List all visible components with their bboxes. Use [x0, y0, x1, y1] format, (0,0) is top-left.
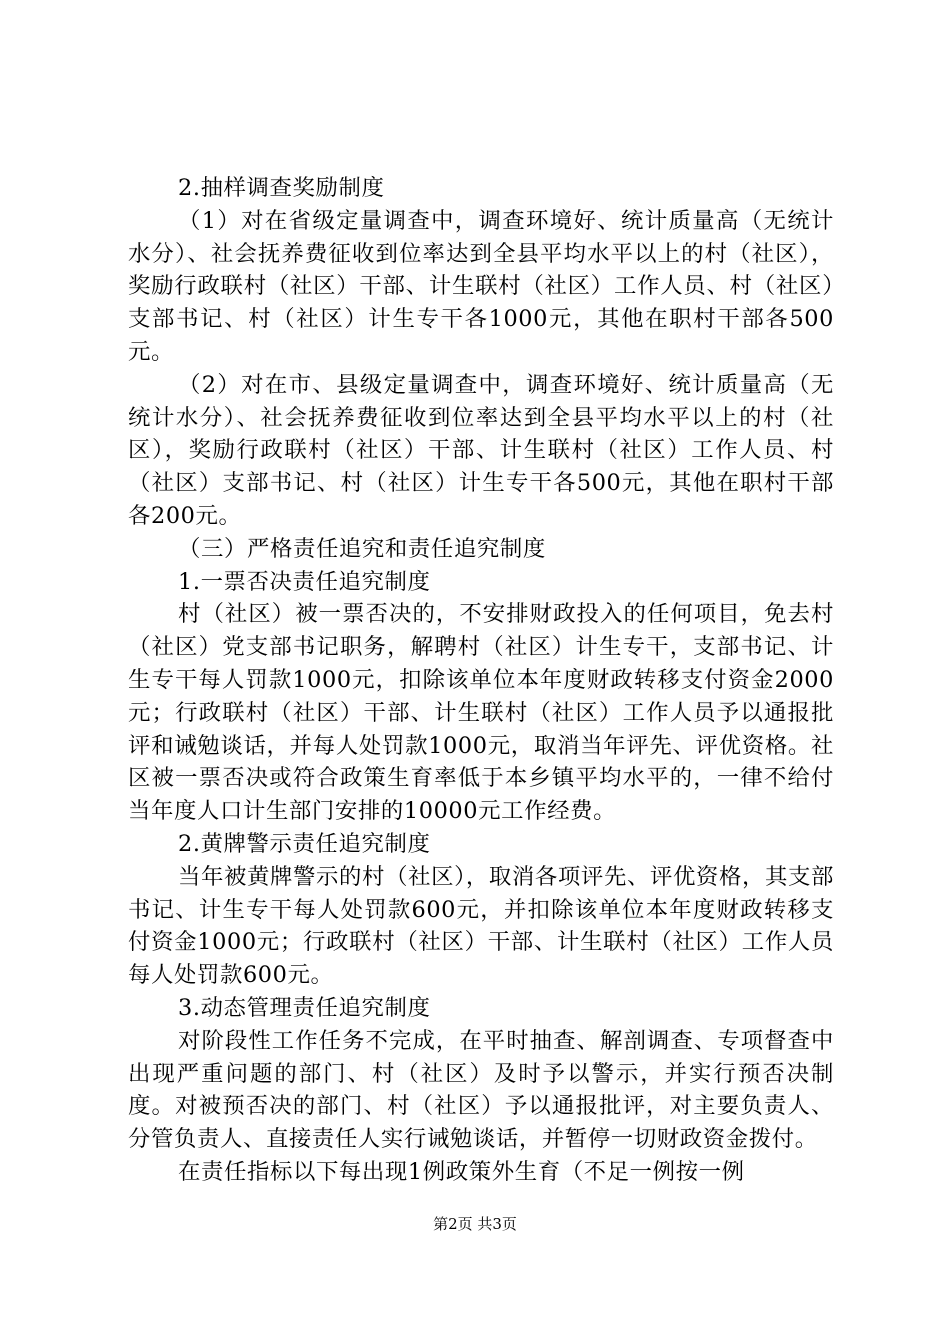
paragraph-yellow-card: 当年被黄牌警示的村（社区），取消各项评先、评优资格，其支部书记、计生专干每人处罚款600元，并扣除该单位本年度财政转移支付资金1000元；行政联村（社区）干部、计生联村（社区）工作人员每人处罚款600元。 [128, 863, 834, 989]
page-footer: 第2页 共3页 [433, 1215, 517, 1233]
heading-yellow-card: 2.黄牌警示责任追究制度 [178, 830, 431, 857]
document-body [128, 172, 834, 1189]
heading-accountability: （三）严格责任追究和责任追究制度 [178, 535, 546, 562]
paragraph-one-vote-veto: 村（社区）被一票否决的，不安排财政投入的任何项目，免去村（社区）党支部书记职务，解聘村（社区）计生专干，支部书记、计生专干每人罚款1000元，扣除该单位本年度财政转移支付资金2000元；行政联村（社区）干部、计生联村（社区）工作人员予以通报批评和诫勉谈话，并每人处罚款1000元，取消当年评先、评优资格。社区被一票否决或符合政策生育率低于本乡镇平均水平的，一律不给付当年度人口计生部门安排的10000元工作经费。 [128, 601, 834, 825]
heading-one-vote-veto: 1.一票否决责任追究制度 [178, 568, 431, 595]
paragraph-responsibility-index: 在责任指标以下每出现1例政策外生育（不足一例按一例 [178, 1158, 745, 1185]
paragraph-dynamic-management: 对阶段性工作任务不完成，在平时抽查、解剖调查、专项督查中出现严重问题的部门、村（社区）及时予以警示，并实行预否决制度。对被预否决的部门、村（社区）予以通报批评，对主要负责人、分管负责人、直接责任人实行诫勉谈话，并暂停一切财政资金拨付。 [128, 1027, 834, 1153]
paragraph-provincial-survey: （1）对在省级定量调查中，调查环境好、统计质量高（无统计水分）、社会抚养费征收到位率达到全县平均水平以上的村（社区），奖励行政联村（社区）干部、计生联村（社区）工作人员、村（社区）支部书记、村（社区）计生专干各1000元，其他在职村干部各500元。 [128, 207, 834, 365]
paragraph-city-county-survey: （2）对在市、县级定量调查中，调查环境好、统计质量高（无统计水分）、社会抚养费征收到位率达到全县平均水平以上的村（社区），奖励行政联村（社区）干部、计生联村（社区）工作人员、村（社区）支部书记、村（社区）计生专干各500元，其他在职村干部各200元。 [128, 371, 834, 529]
heading-dynamic-management: 3.动态管理责任追究制度 [178, 994, 431, 1021]
heading-sampling-reward: 2.抽样调查奖励制度 [178, 175, 385, 201]
